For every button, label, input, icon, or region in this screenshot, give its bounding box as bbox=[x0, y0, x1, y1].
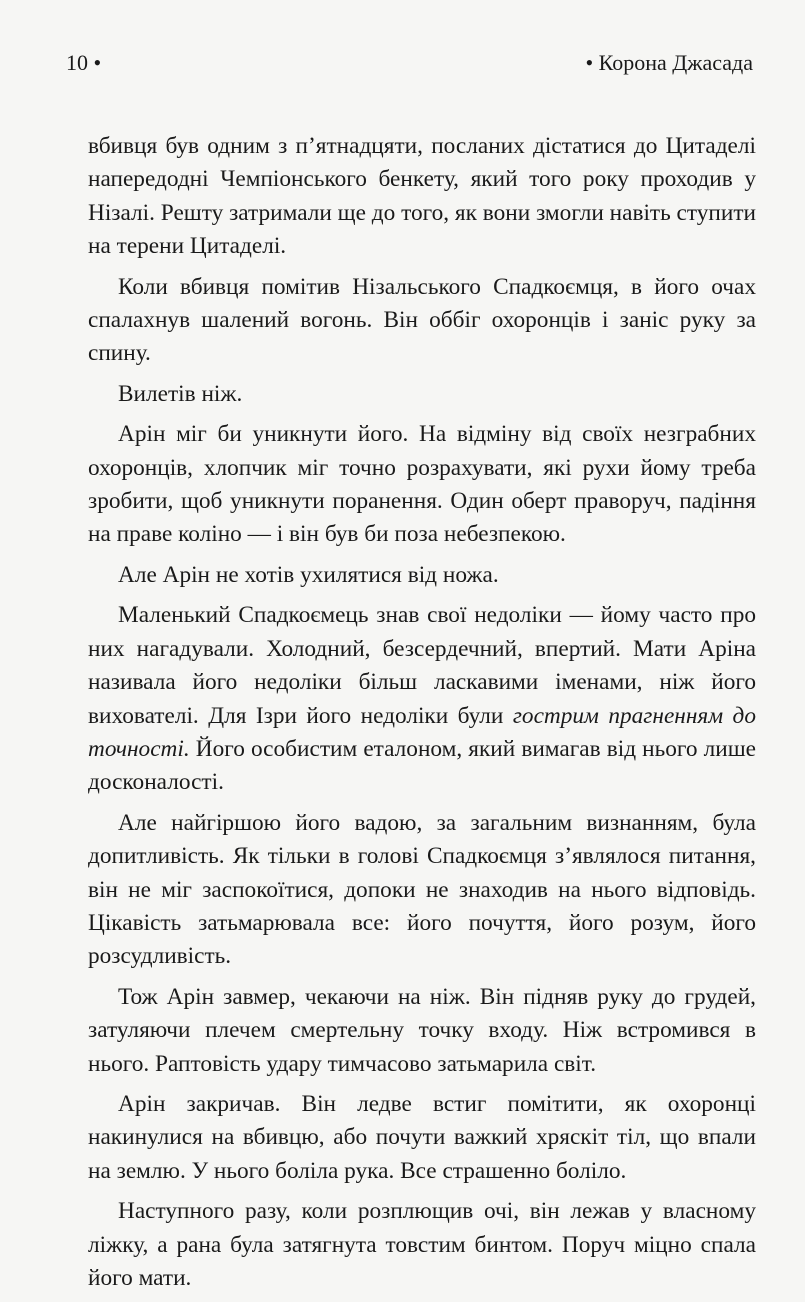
paragraph: Коли вбивця помітив Нізальського Спадкоємця, в його очах спалахнув шалений вогонь. Він оббіг охоронців і заніс руку за спину. bbox=[88, 273, 756, 367]
paragraph-text: Його особистим еталоном, який вимагав від нього лише досконалості. bbox=[88, 735, 756, 796]
paragraph: Вилетів ніж. bbox=[118, 380, 243, 407]
running-header bbox=[66, 48, 753, 78]
paragraph: Але найгіршою його вадою, за загальним визнанням, була допитливість. Як тільки в голові Спадкоємця з’являлося питання, він не міг заспокоїтися, допоки не знаходив на нього відповідь. Цікавість затьмарювала все: його почуття, його розум, його розсудливість. bbox=[88, 809, 756, 970]
paragraph bbox=[88, 599, 756, 799]
page-number: 10 • bbox=[66, 50, 102, 75]
paragraph: Тож Арін завмер, чекаючи на ніж. Він підняв руку до грудей, затуляючи плечем смертельну точку входу. Ніж встромився в нього. Раптовість удару тимчасово затьмарила світ. bbox=[88, 983, 756, 1077]
paragraph: Але Арін не хотів ухилятися від ножа. bbox=[118, 561, 499, 588]
paragraph-text: Маленький Спадкоємець знав свої недоліки — йому часто про них нагадували. Холодний, безсердечний, впертий. Мати Аріна називала його недоліки більш ласкавими іменами, ніж його вихователі. Для Ізри його недоліки були bbox=[88, 602, 756, 729]
book-title: • Корона Джасада bbox=[585, 50, 753, 75]
paragraph: Арін міг би уникнути його. На відміну від своїх незграбних охоронців, хлопчик міг точно розрахувати, які рухи йому треба зробити, щоб уникнути поранення. Один оберт праворуч, падіння на праве коліно — і він був би поза небезпекою. bbox=[88, 421, 756, 548]
paragraph: вбивця був одним з п’ятнадцяти, посланих дістатися до Цитаделі напередодні Чемпіонського бенкету, який того року проходив у Нізалі. Решту затримали ще до того, як вони змогли навіть ступити на терени Цитаделі. bbox=[88, 133, 756, 260]
paragraph: Наступного разу, коли розплющив очі, він лежав у власному ліжку, а рана була затягнута товстим бинтом. Поруч міцно спала його мати. bbox=[88, 1198, 756, 1291]
paragraph-italic-text: гострим прагненням до точності. bbox=[88, 702, 756, 762]
paragraph: Арін закричав. Він ледве встиг помітити, як охоронці накинулися на вбивцю, або почути важкий хряскіт тіл, що впали на землю. У нього боліла рука. Все страшенно боліло. bbox=[88, 1090, 756, 1184]
body-text bbox=[88, 130, 756, 1302]
